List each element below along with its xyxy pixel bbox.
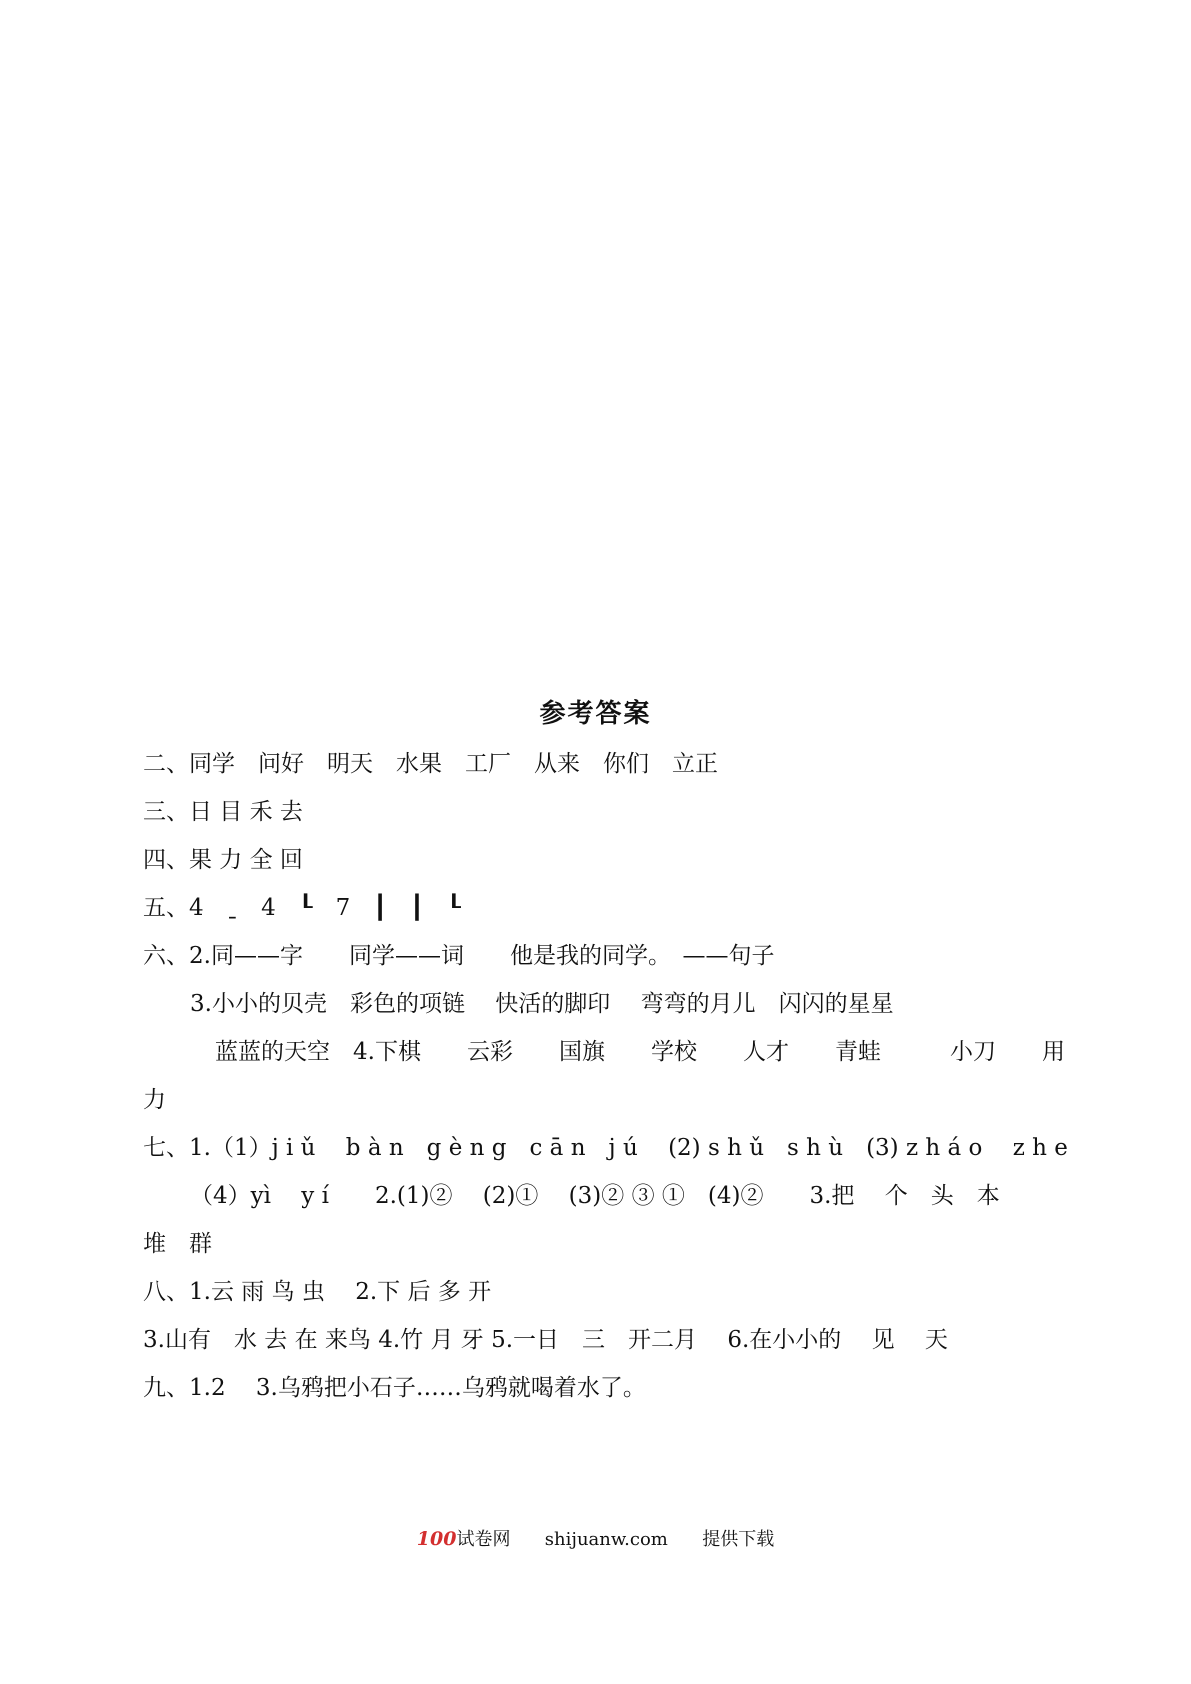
site-name: 试卷网 xyxy=(456,1529,511,1550)
answer-line-7-cont2: 堆 群 xyxy=(143,1231,212,1257)
answer-line-5: 五、4 ˍ 4 ┖ 7 ┃ ┃ ┖ xyxy=(143,895,461,921)
footer xyxy=(0,1525,1191,1551)
answer-line-7: 七、1.（1）j i ǔ b à n g è n g c ā n j ú (2) s h ǔ s h ù (3) z h á o z h e xyxy=(143,1135,1068,1161)
answer-line-6-3: 3.小小的贝壳 彩色的项链 快活的脚印 弯弯的月儿 闪闪的星星 xyxy=(190,991,894,1017)
answer-line-4: 四、果 力 全 回 xyxy=(143,847,303,873)
site-logo: 100 xyxy=(416,1528,457,1550)
answer-line-8-3: 3.山有 水 去 在 来鸟 4.竹 月 牙 5.一日 三 开二月 6.在小小的 见 天 xyxy=(143,1327,948,1353)
site-url[interactable]: shijuanw.com xyxy=(544,1529,668,1550)
page-title: 参考答案 xyxy=(539,699,652,729)
answer-line-2: 二、同学 问好 明天 水果 工厂 从来 你们 立正 xyxy=(143,751,718,777)
answer-line-6: 六、2.同——字 同学——词 他是我的同学。 ——句子 xyxy=(143,943,775,969)
answer-line-8: 八、1.云 雨 鸟 虫 2.下 后 多 开 xyxy=(143,1279,492,1305)
answer-line-3: 三、日 目 禾 去 xyxy=(143,799,303,825)
answer-line-7-cont: （4）yì y í 2.(1)② (2)① (3)② ③ ① (4)② 3.把 个 头 本 xyxy=(190,1183,1000,1209)
answer-line-6-4-cont: 力 xyxy=(143,1087,166,1113)
answer-line-6-4: 蓝蓝的天空 4.下棋 云彩 国旗 学校 人才 青蛙 小刀 用 xyxy=(215,1039,1065,1065)
footer-suffix: 提供下载 xyxy=(702,1529,775,1550)
answer-line-9: 九、1.2 3.乌鸦把小石子……乌鸦就喝着水了。 xyxy=(143,1375,646,1401)
